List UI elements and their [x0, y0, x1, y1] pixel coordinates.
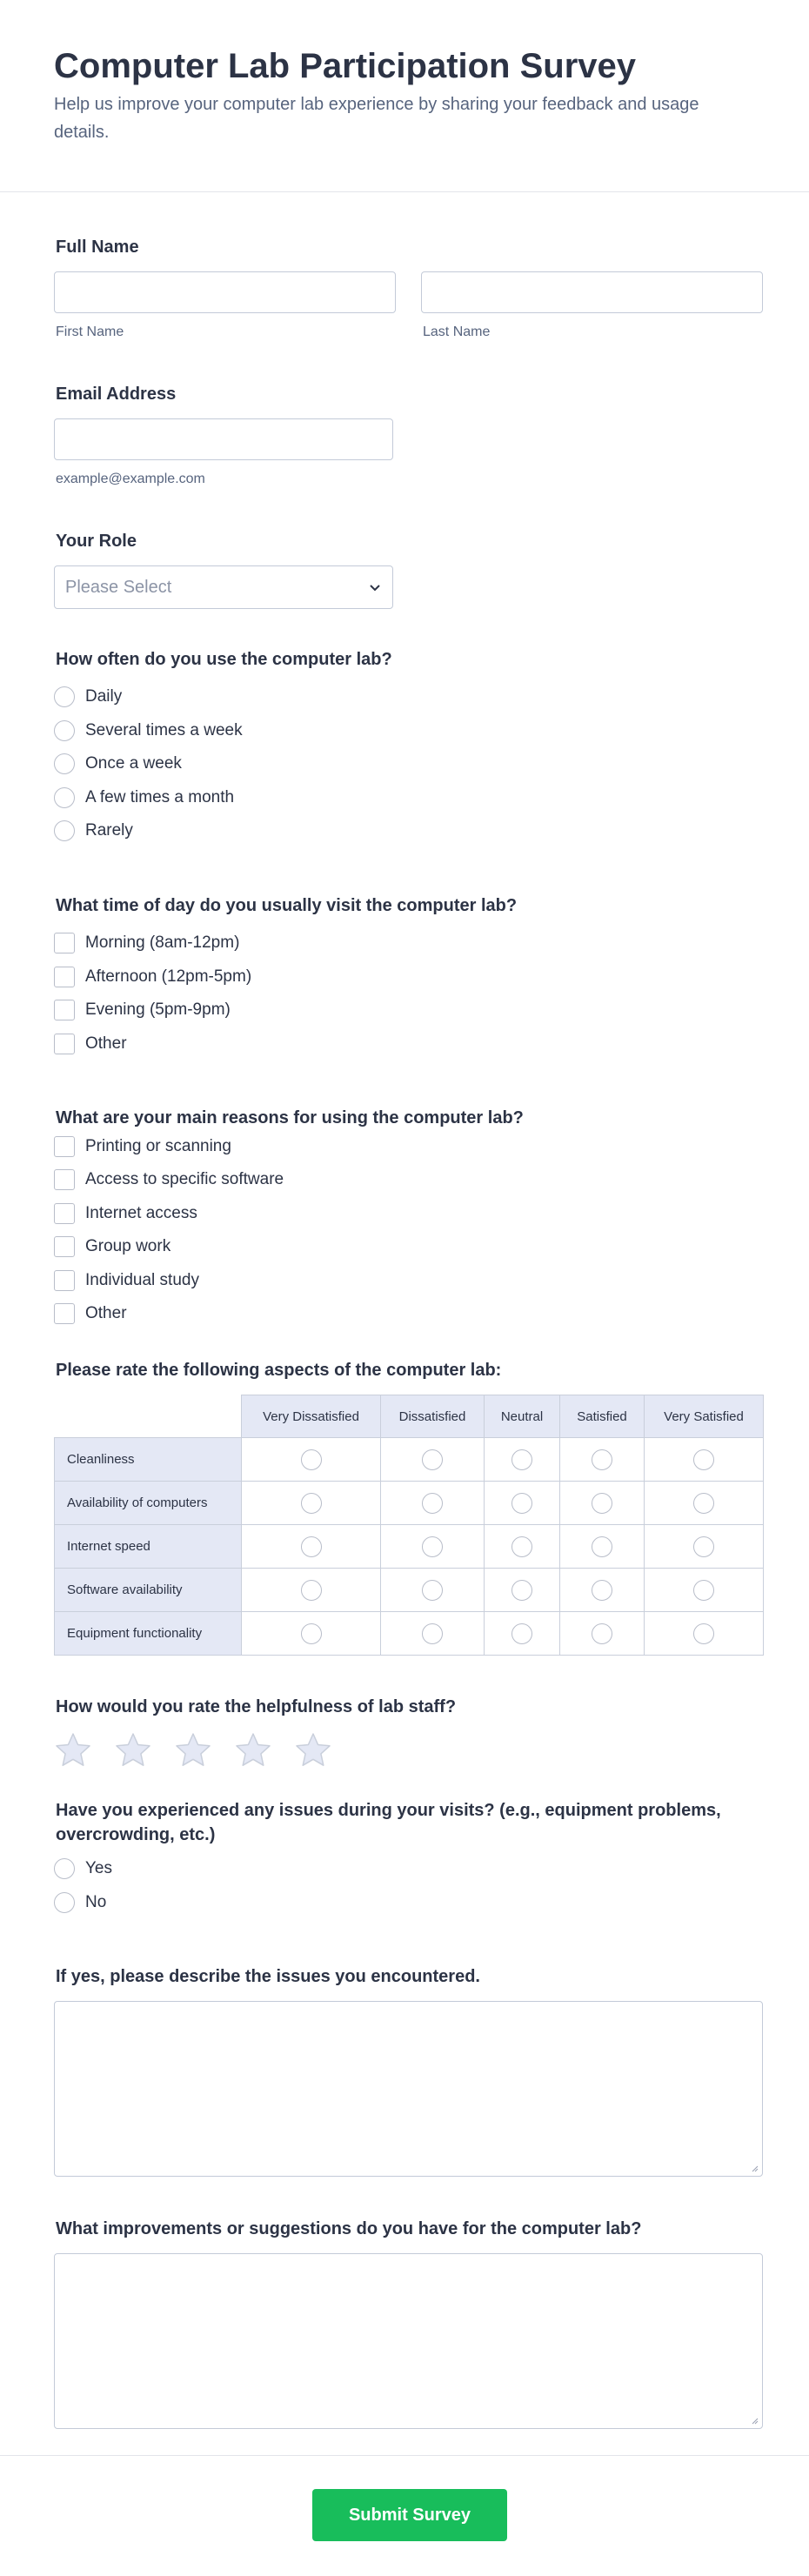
matrix-radio[interactable]: [422, 1536, 443, 1557]
matrix-radio[interactable]: [301, 1449, 322, 1470]
checkbox[interactable]: [54, 1136, 75, 1157]
first-name-sublabel: First Name: [56, 325, 124, 339]
checkbox[interactable]: [54, 1303, 75, 1324]
time-option[interactable]: Afternoon (12pm-5pm): [54, 964, 251, 990]
frequency-option[interactable]: Once a week: [54, 751, 182, 777]
matrix-radio[interactable]: [592, 1623, 612, 1644]
page-title: Computer Lab Participation Survey: [54, 47, 637, 85]
suggestions-label: What improvements or suggestions do you have for the computer lab?: [56, 2219, 642, 2238]
matrix-column-header: Very Satisfied: [645, 1395, 764, 1438]
matrix-radio[interactable]: [511, 1449, 532, 1470]
matrix-radio[interactable]: [511, 1536, 532, 1557]
reason-option[interactable]: Other: [54, 1301, 127, 1327]
matrix-row: [55, 1569, 764, 1612]
matrix-column-header: Very Dissatisfied: [242, 1395, 381, 1438]
frequency-option[interactable]: Daily: [54, 684, 122, 710]
role-label: Your Role: [56, 532, 137, 551]
matrix-radio[interactable]: [301, 1623, 322, 1644]
reason-option[interactable]: Internet access: [54, 1201, 197, 1227]
resize-grip-icon[interactable]: [750, 2416, 759, 2425]
matrix-row: [55, 1482, 764, 1525]
issues-detail-textarea[interactable]: [54, 2001, 763, 2177]
staff-rating-label: How would you rate the helpfulness of lab staff?: [56, 1697, 457, 1716]
matrix-radio[interactable]: [422, 1623, 443, 1644]
frequency-option[interactable]: A few times a month: [54, 785, 234, 811]
star-icon[interactable]: [294, 1731, 332, 1770]
matrix-radio[interactable]: [693, 1623, 714, 1644]
suggestions-textarea[interactable]: [54, 2253, 763, 2429]
rating-matrix: [54, 1395, 764, 1656]
reason-option[interactable]: Access to specific software: [54, 1167, 284, 1193]
frequency-label: How often do you use the computer lab?: [56, 650, 392, 669]
matrix-radio[interactable]: [592, 1449, 612, 1470]
email-label: Email Address: [56, 385, 177, 404]
resize-grip-icon[interactable]: [750, 2164, 759, 2172]
reason-option[interactable]: Individual study: [54, 1268, 199, 1294]
radio-button[interactable]: [54, 1858, 75, 1879]
reasons-label: What are your main reasons for using the computer lab?: [56, 1108, 524, 1127]
star-icon[interactable]: [234, 1731, 272, 1770]
matrix-radio[interactable]: [422, 1449, 443, 1470]
matrix-row: [55, 1525, 764, 1569]
matrix-radio[interactable]: [693, 1493, 714, 1514]
matrix-row-label: Internet speed: [55, 1525, 242, 1569]
checkbox[interactable]: [54, 1203, 75, 1224]
radio-button[interactable]: [54, 686, 75, 707]
submit-button[interactable]: Submit Survey: [312, 2489, 507, 2541]
matrix-radio[interactable]: [592, 1493, 612, 1514]
matrix-column-header: Dissatisfied: [381, 1395, 485, 1438]
star-icon[interactable]: [54, 1731, 92, 1770]
matrix-row-label: Cleanliness: [55, 1438, 242, 1482]
role-select-placeholder: Please Select: [65, 578, 172, 597]
star-icon[interactable]: [114, 1731, 152, 1770]
matrix-radio[interactable]: [511, 1623, 532, 1644]
last-name-input[interactable]: [421, 271, 763, 313]
issues-option[interactable]: Yes: [54, 1856, 112, 1882]
checkbox[interactable]: [54, 1169, 75, 1190]
radio-button[interactable]: [54, 1892, 75, 1913]
matrix-radio[interactable]: [693, 1580, 714, 1601]
matrix-radio[interactable]: [592, 1536, 612, 1557]
chevron-down-icon: [368, 580, 382, 594]
matrix-row: [55, 1438, 764, 1482]
radio-button[interactable]: [54, 820, 75, 841]
checkbox[interactable]: [54, 933, 75, 953]
role-select[interactable]: [54, 565, 393, 609]
matrix-row: [55, 1612, 764, 1656]
matrix-column-header: Neutral: [485, 1395, 560, 1438]
frequency-option[interactable]: Rarely: [54, 818, 133, 844]
time-of-day-label: What time of day do you usually visit the computer lab?: [56, 896, 518, 915]
matrix-radio[interactable]: [422, 1580, 443, 1601]
checkbox[interactable]: [54, 1000, 75, 1020]
matrix-radio[interactable]: [693, 1449, 714, 1470]
form-header: [0, 0, 809, 192]
reason-option[interactable]: Group work: [54, 1234, 170, 1260]
reason-option[interactable]: Printing or scanning: [54, 1134, 231, 1160]
full-name-label: Full Name: [56, 238, 139, 257]
form-footer: [0, 2455, 809, 2576]
matrix-corner: [55, 1395, 242, 1438]
ratings-label: Please rate the following aspects of the computer lab:: [56, 1361, 502, 1380]
star-rating: [54, 1731, 354, 1770]
matrix-row-label: Availability of computers: [55, 1482, 242, 1525]
email-input[interactable]: [54, 418, 393, 460]
email-sublabel: example@example.com: [56, 472, 205, 486]
frequency-option[interactable]: Several times a week: [54, 718, 243, 744]
checkbox[interactable]: [54, 967, 75, 987]
matrix-radio[interactable]: [511, 1493, 532, 1514]
checkbox[interactable]: [54, 1034, 75, 1054]
page-subtitle: Help us improve your computer lab experience by sharing your feedback and usage details.: [54, 95, 699, 142]
radio-button[interactable]: [54, 787, 75, 808]
checkbox[interactable]: [54, 1270, 75, 1291]
radio-button[interactable]: [54, 720, 75, 741]
matrix-radio[interactable]: [422, 1493, 443, 1514]
time-option[interactable]: Other: [54, 1031, 127, 1057]
time-option[interactable]: Evening (5pm-9pm): [54, 997, 231, 1023]
matrix-radio[interactable]: [301, 1580, 322, 1601]
matrix-row-label: Software availability: [55, 1569, 242, 1612]
matrix-row-label: Equipment functionality: [55, 1612, 242, 1656]
matrix-radio[interactable]: [301, 1536, 322, 1557]
matrix-radio[interactable]: [693, 1536, 714, 1557]
matrix-radio[interactable]: [592, 1580, 612, 1601]
first-name-input[interactable]: [54, 271, 396, 313]
checkbox[interactable]: [54, 1236, 75, 1257]
time-option[interactable]: Morning (8am-12pm): [54, 930, 239, 956]
issues-label: Have you experienced any issues during your visits? (e.g., equipment problems, overcrowding, etc.): [56, 1801, 721, 1844]
matrix-radio[interactable]: [511, 1580, 532, 1601]
radio-button[interactable]: [54, 753, 75, 774]
issues-detail-label: If yes, please describe the issues you encountered.: [56, 1967, 480, 1986]
matrix-column-header: Satisfied: [560, 1395, 645, 1438]
issues-option[interactable]: No: [54, 1890, 106, 1916]
matrix-radio[interactable]: [301, 1493, 322, 1514]
last-name-sublabel: Last Name: [423, 325, 491, 339]
star-icon[interactable]: [174, 1731, 212, 1770]
